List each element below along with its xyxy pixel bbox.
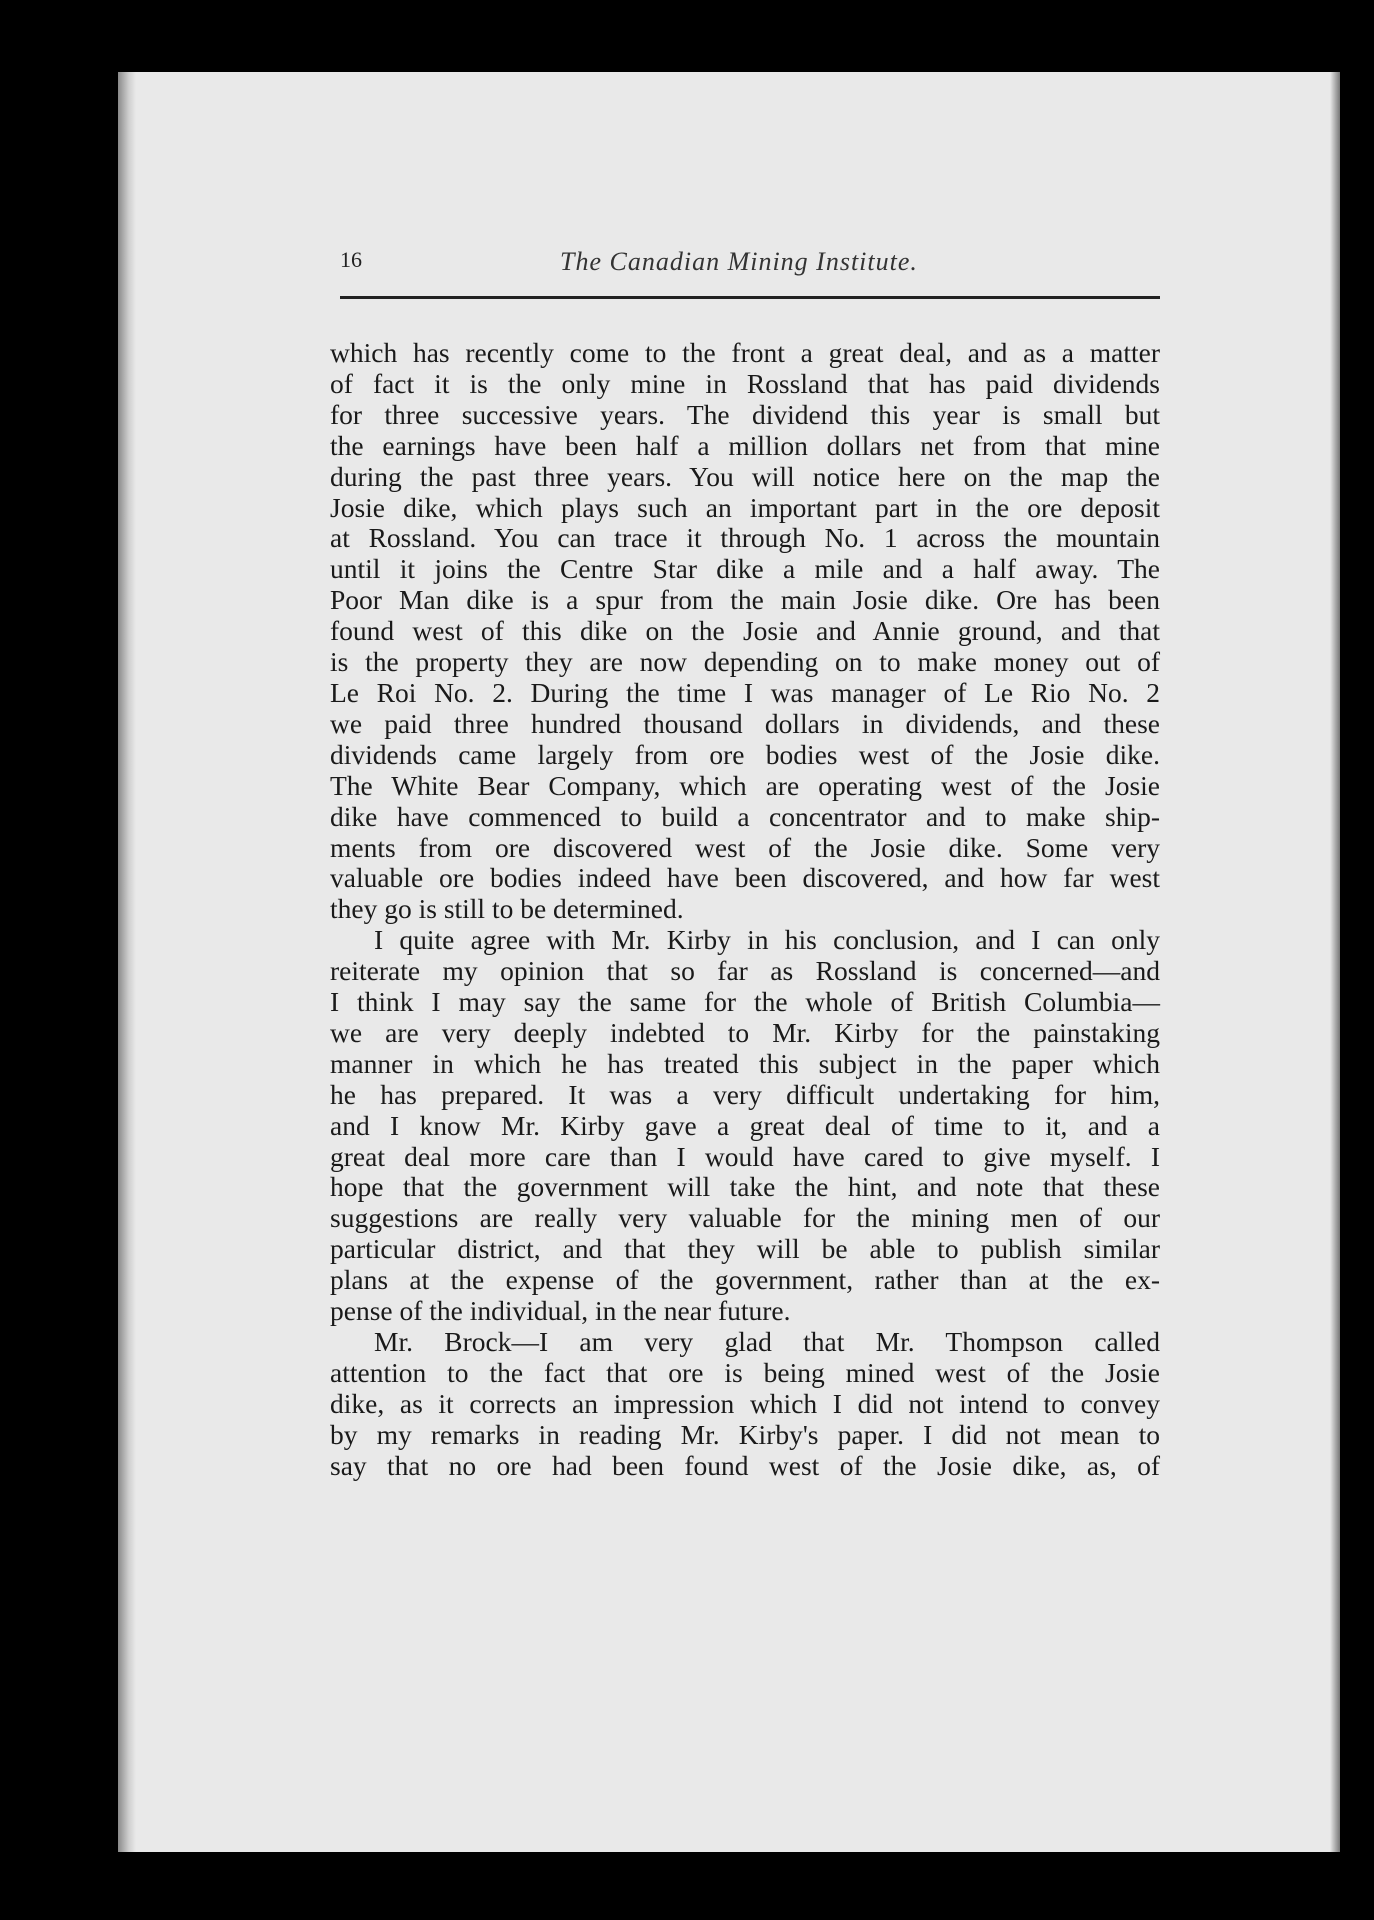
text-line: we are very deeply indebted to Mr. Kirby for the painstaking (330, 1016, 1160, 1048)
text-line: I think I may say the same for the whole of British Columbia— (330, 986, 1160, 1018)
text-line: hope that the government will take the hint, and note that these (330, 1171, 1160, 1203)
text-line: we paid three hundred thousand dollars in dividends, and these (330, 707, 1160, 739)
text-line: plans at the expense of the government, rather than at the ex- (330, 1264, 1160, 1296)
text-line: found west of this dike on the Josie and Annie ground, and that (330, 615, 1160, 647)
text-line: until it joins the Centre Star dike a mile and a half away. The (330, 553, 1160, 585)
text-line: is the property they are now depending on to make money out of (330, 646, 1160, 678)
text-line: which has recently come to the front a great deal, and as a matter (330, 337, 1160, 368)
text-line: valuable ore bodies indeed have been discovered, and how far west (330, 862, 1160, 894)
text-line: they go is still to be determined. (330, 893, 684, 925)
body-text (330, 338, 1160, 1482)
text-line: attention to the fact that ore is being mined west of the Josie (330, 1356, 1160, 1388)
text-line: of fact it is the only mine in Rossland that has paid dividends (330, 367, 1160, 399)
text-line: ments from ore discovered west of the Josie dike. Some very (330, 831, 1160, 863)
text-line: reiterate my opinion that so far as Rossland is concerned—and (330, 955, 1160, 987)
text-line: particular district, and that they will be able to publish similar (330, 1233, 1160, 1265)
page-number: 16 (340, 247, 362, 272)
paragraph-3 (330, 1327, 1160, 1482)
text-line: The White Bear Company, which are operating west of the Josie (330, 769, 1160, 801)
paragraph-1 (330, 338, 1160, 925)
page-header (340, 247, 1160, 287)
text-line: dividends came largely from ore bodies west of the Josie dike. (330, 738, 1160, 770)
text-line: pense of the individual, in the near future. (330, 1295, 791, 1327)
text-line: Josie dike, which plays such an important part in the ore deposit (330, 491, 1160, 523)
text-line: he has prepared. It was a very difficult undertaking for him, (330, 1078, 1160, 1110)
text-line: say that no ore had been found west of the Josie dike, as, of (330, 1449, 1160, 1481)
header-rule (340, 296, 1160, 299)
text-line: at Rossland. You can trace it through No. 1 across the mountain (330, 522, 1160, 554)
text-line: the earnings have been half a million dollars net from that mine (330, 429, 1160, 461)
text-line: great deal more care than I would have cared to give myself. I (330, 1140, 1160, 1172)
text-line: suggestions are really very valuable for the mining men of our (330, 1202, 1160, 1234)
text-line: and I know Mr. Kirby gave a great deal of time to it, and a (330, 1109, 1160, 1141)
text-line: dike have commenced to build a concentrator and to make ship- (330, 800, 1160, 832)
paragraph-2 (330, 925, 1160, 1327)
text-line: Poor Man dike is a spur from the main Josie dike. Ore has been (330, 584, 1160, 616)
text-line: Le Roi No. 2. During the time I was manager of Le Rio No. 2 (330, 676, 1160, 708)
text-line: by my remarks in reading Mr. Kirby's paper. I did not mean to (330, 1418, 1160, 1450)
text-line: I quite agree with Mr. Kirby in his conclusion, and I can only (374, 924, 1160, 956)
text-line: Mr. Brock—I am very glad that Mr. Thompson called (374, 1326, 1160, 1357)
page-binding-edge (118, 72, 136, 1852)
text-line: dike, as it corrects an impression which I did not intend to convey (330, 1387, 1160, 1419)
page-right-edge (1330, 72, 1340, 1852)
text-line: manner in which he has treated this subject in the paper which (330, 1047, 1160, 1079)
text-line: for three successive years. The dividend this year is small but (330, 398, 1160, 430)
running-title: The Canadian Mining Institute. (560, 247, 918, 276)
text-line: during the past three years. You will notice here on the map the (330, 460, 1160, 492)
